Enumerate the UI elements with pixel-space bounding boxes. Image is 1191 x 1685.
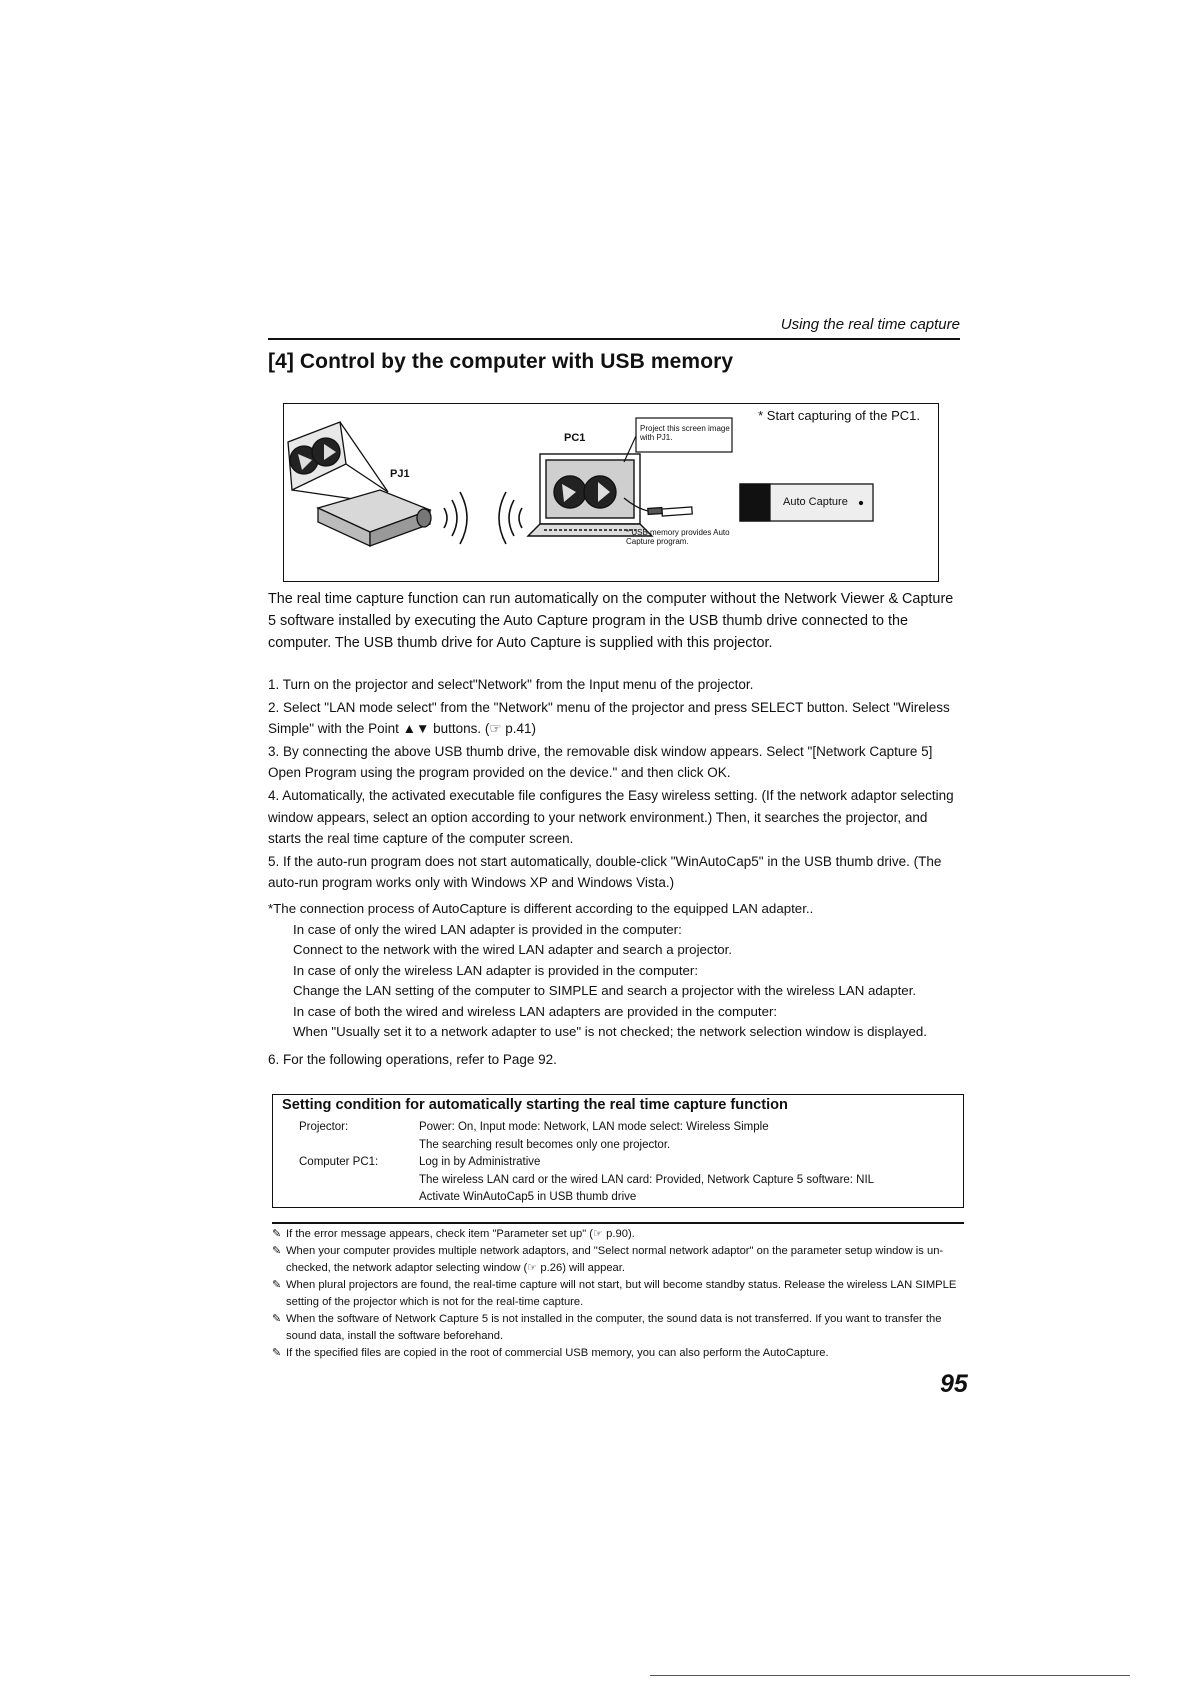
tip-item: ✎ If the specified files are copied in the root of commercial USB memory, you can also perform the AutoCapture.: [272, 1345, 962, 1362]
projector-device: [318, 490, 431, 546]
condition-title: Setting condition for automatically starting the real time capture function: [282, 1097, 788, 1113]
connection-note-line: In case of both the wired and wireless LAN adapters are provided in the computer:: [293, 1003, 778, 1019]
pencil-icon: ✎: [272, 1279, 282, 1291]
pencil-icon: ✎: [272, 1228, 282, 1240]
pencil-icon: ✎: [272, 1245, 282, 1257]
connection-note-line: In case of only the wired LAN adapter is provided in the computer:: [293, 921, 682, 937]
start-capture-note: * Start capturing of the PC1.: [758, 408, 920, 423]
laptop-computer: [528, 454, 652, 536]
tip-item: ✎ When plural projectors are found, the real-time capture will not start, but will become standby status. Release the wireless LAN SIMPLE setting of the projector which is not for the real-time capture.: [272, 1279, 957, 1308]
tip-item: ✎ When your computer provides multiple network adaptors, and "Select normal network adaptor" on the parameter setup window is un-checked, the network adaptor selecting window (☞ p.26) will appear.: [272, 1245, 944, 1274]
auto-capture-button[interactable]: Auto Capture: [783, 496, 848, 508]
tips-list: [272, 1226, 962, 1362]
tip-item: ✎ If the error message appears, check item "Parameter set up" (☞ p.90).: [272, 1226, 962, 1243]
step-item: 1. Turn on the projector and select"Network" from the Input menu of the projector.: [268, 677, 754, 692]
condition-value: The wireless LAN card or the wired LAN card: Provided, Network Capture 5 software: NIL: [419, 1173, 875, 1186]
wireless-waves: [444, 492, 522, 544]
condition-label: Projector:: [299, 1121, 349, 1133]
step-item: 2. Select "LAN mode select" from the "Network" menu of the projector and press SELECT button. Select "Wireless Simple" with the Point ▲▼ buttons. (☞ p.41): [268, 699, 950, 737]
projected-screen: [288, 422, 388, 502]
diagram-figure: [283, 403, 939, 582]
connection-note-line: When "Usually set it to a network adapter to use" is not checked; the network selection window is displayed.: [293, 1024, 927, 1039]
header-rule: [268, 338, 960, 340]
connection-note-line: Connect to the network with the wired LAN adapter and search a projector.: [293, 942, 733, 957]
page-heading: [4] Control by the computer with USB memory: [268, 350, 734, 373]
steps-list: [268, 674, 964, 895]
condition-box: [272, 1094, 964, 1208]
tip-item: ✎ When the software of Network Capture 5 is not installed in the computer, the sound data is not transferred. If you want to transfer the sound data, install the software beforehand.: [272, 1313, 942, 1342]
condition-value: Log in by Administrative: [419, 1156, 541, 1169]
pc1-label: PC1: [564, 432, 586, 444]
intro-paragraph: The real time capture function can run automatically on the computer without the Network Viewer & Capture 5 software installed by executing the Auto Capture program in the USB thumb drive connected to the computer. The USB thumb drive for Auto Capture is supplied with this projector.: [268, 591, 954, 651]
step-item: 5. If the auto-run program does not start automatically, double-click "WinAutoCap5" in the USB thumb drive. (The auto-run program works only with Windows XP and Windows Vista.): [268, 853, 942, 891]
tips-rule: [272, 1222, 964, 1224]
connection-note-line: Change the LAN setting of the computer to SIMPLE and search a projector with the wireless LAN adapter.: [293, 983, 917, 998]
section-header: Using the real time capture: [780, 316, 960, 333]
diagram-illustration: [284, 404, 938, 581]
step-item: 4. Automatically, the activated executable file configures the Easy wireless setting. (If the network adaptor selecting window appears, select an option according to your network environment.) Then, it searches the projector, and starts the real time capture of the computer screen.: [268, 787, 954, 847]
bottom-rule: [650, 1675, 1130, 1676]
page-number: 95: [940, 1370, 968, 1398]
condition-value: Activate WinAutoCap5 in USB thumb drive: [419, 1191, 637, 1204]
condition-value: Power: On, Input mode: Network, LAN mode select: Wireless Simple: [419, 1121, 769, 1133]
condition-label: Computer PC1:: [299, 1156, 379, 1169]
connection-note: [268, 899, 964, 1043]
pencil-icon: ✎: [272, 1313, 282, 1325]
condition-value: The searching result becomes only one projector.: [419, 1138, 671, 1151]
pj1-label: PJ1: [390, 468, 410, 480]
step-item: 6. For the following operations, refer to Page 92.: [268, 1052, 557, 1067]
connection-note-intro: *The connection process of AutoCapture is different according to the equipped LAN adapter..: [268, 901, 814, 916]
step-item: 3. By connecting the above USB thumb drive, the removable disk window appears. Select "[Network Capture 5] Open Program using the program provided on the device." and then click OK.: [268, 743, 933, 781]
callout-text: Project this screen image with PJ1.: [640, 424, 730, 442]
connection-note-line: In case of only the wireless LAN adapter is provided in the computer:: [293, 962, 699, 978]
usb-note: * USB memory provides Auto Capture program.: [626, 528, 730, 546]
pencil-icon: ✎: [272, 1347, 282, 1359]
